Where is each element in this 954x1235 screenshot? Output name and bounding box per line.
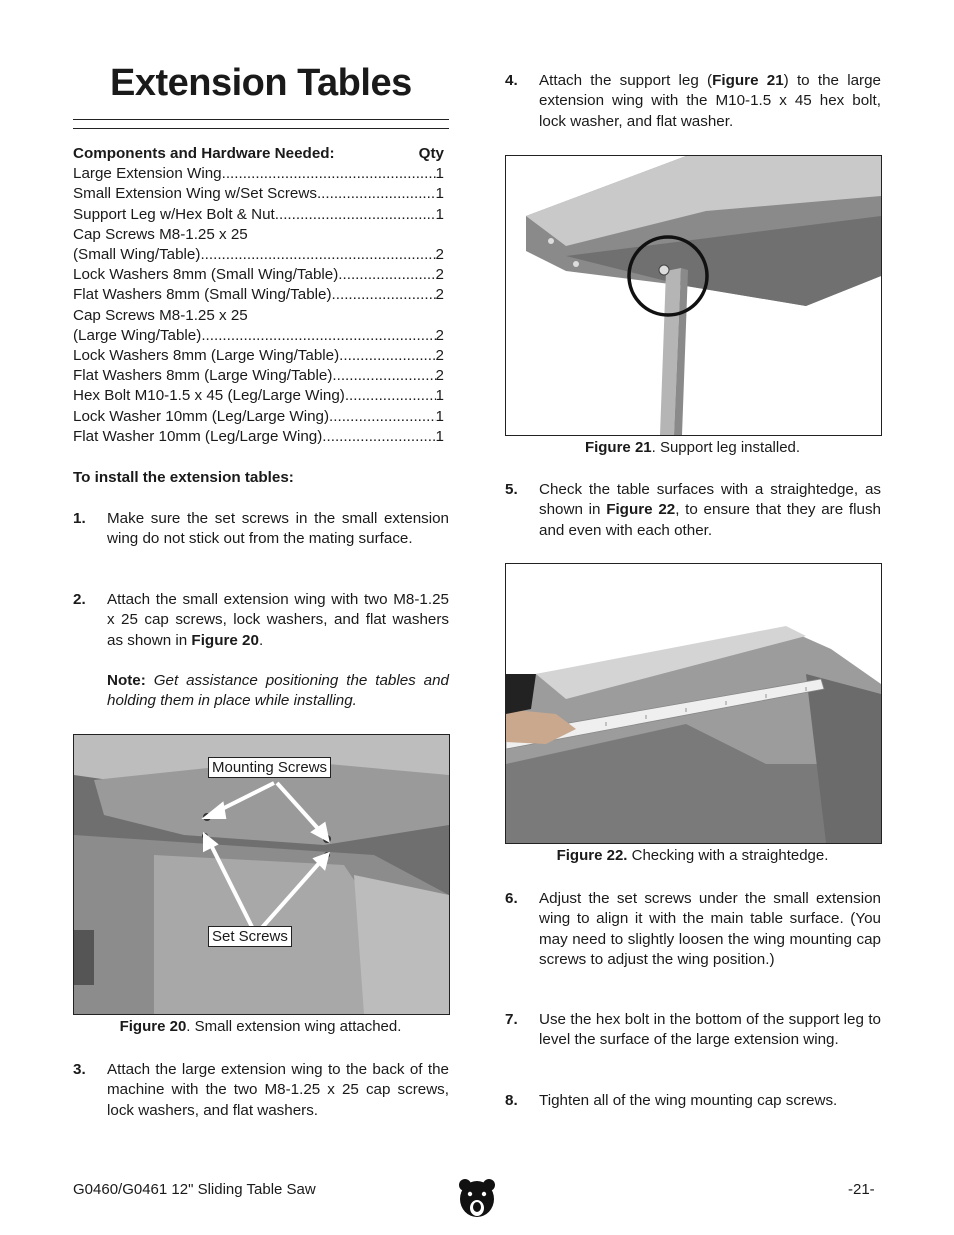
component-label: Flat Washers 8mm (Large Wing/Table)	[73, 367, 333, 385]
component-row	[73, 225, 444, 245]
leader-dots	[275, 205, 436, 225]
note-label: Note:	[107, 672, 146, 689]
component-label: Small Extension Wing w/Set Screws	[73, 185, 317, 203]
component-qty: 1	[435, 185, 444, 203]
note-text: Get assistance positioning the tables and holding them in place while installing.	[107, 672, 449, 710]
component-qty: 2	[435, 286, 444, 304]
step-text-part: Check the table surfaces with a straightedge, as shown in	[539, 481, 881, 519]
leader-dots	[317, 184, 436, 204]
component-row	[73, 285, 444, 305]
step-text	[107, 590, 449, 651]
note	[107, 671, 449, 712]
component-qty: 1	[435, 205, 444, 223]
caption-text: Checking with a straightedge.	[627, 847, 829, 864]
step-number: 3.	[73, 1061, 86, 1078]
figure-20-image	[73, 734, 450, 1015]
step-number: 2.	[73, 591, 86, 608]
component-row	[73, 265, 444, 285]
leader-dots	[201, 326, 435, 346]
component-row	[73, 386, 444, 406]
component-row	[73, 245, 444, 265]
component-row	[73, 326, 444, 346]
page-number: -21-	[848, 1181, 875, 1198]
leader-dots	[332, 285, 436, 305]
component-qty: 2	[435, 246, 444, 264]
step-number: 1.	[73, 510, 86, 527]
component-qty: 1	[435, 407, 444, 425]
step-text-part: Attach the small extension wing with two M8-1.25 x 25 cap screws, lock washers, and flat washers as shown in	[107, 591, 449, 649]
component-row	[73, 407, 444, 427]
step-6	[505, 889, 881, 970]
step-text	[539, 71, 881, 132]
step-number: 6.	[505, 890, 518, 907]
leader-dots	[329, 407, 436, 427]
component-row	[73, 306, 444, 326]
step-number: 4.	[505, 72, 518, 89]
bear-logo-icon	[457, 1177, 497, 1223]
step-3	[73, 1060, 449, 1121]
component-qty: 1	[435, 165, 444, 183]
step-number: 7.	[505, 1011, 518, 1028]
leader-dots	[222, 164, 436, 184]
figure-ref: Figure 22	[606, 501, 676, 519]
figure-22-photo	[506, 564, 881, 843]
component-label: Lock Washer 10mm (Leg/Large Wing)	[73, 407, 330, 425]
figure-21-caption	[505, 439, 880, 456]
step-text-part: Attach the support leg (	[539, 72, 713, 89]
step-text: Tighten all of the wing mounting cap screws.	[539, 1092, 838, 1109]
step-text-part: .	[258, 631, 264, 649]
leader-dots	[345, 386, 436, 406]
page-title: Extension Tables	[110, 62, 412, 104]
step-text-part: ) to the large extension wing with the M10-1.5 x 45 hex bolt, lock washer, and flat washer.	[539, 72, 881, 130]
footer-model: G0460/G0461 12" Sliding Table Saw	[73, 1181, 316, 1198]
component-label: (Large Wing/Table)	[73, 326, 202, 344]
component-qty: 2	[435, 266, 444, 284]
component-label: Support Leg w/Hex Bolt & Nut	[73, 205, 275, 223]
component-label: Cap Screws M8-1.25 x 25	[73, 225, 248, 243]
leader-dots	[338, 265, 435, 285]
step-text: Attach the large extension wing to the back of the machine with the two M8-1.25 x 25 cap screws, lock washers, and flat washers.	[107, 1061, 449, 1119]
figure-label: Figure 22.	[556, 847, 628, 864]
figure-label: Figure 20	[119, 1018, 187, 1035]
component-label: Large Extension Wing	[73, 165, 222, 183]
components-header	[73, 144, 444, 164]
leader-dots	[322, 427, 435, 447]
figure-ref: Figure 20	[191, 631, 259, 649]
leader-dots	[200, 245, 435, 265]
leader-dots	[332, 366, 435, 386]
figure-ref: Figure 21	[712, 72, 784, 89]
components-heading: Components and Hardware Needed:	[73, 145, 335, 162]
component-row	[73, 184, 444, 204]
component-label: (Small Wing/Table)	[73, 246, 201, 264]
step-1	[73, 509, 449, 550]
component-qty: 2	[435, 326, 444, 344]
component-label: Lock Washers 8mm (Small Wing/Table)	[73, 266, 339, 284]
title-rule-top	[73, 119, 449, 120]
component-label: Flat Washers 8mm (Small Wing/Table)	[73, 286, 332, 304]
step-7	[505, 1010, 881, 1051]
step-text: Adjust the set screws under the small extension wing to align it with the main table surface. (You may need to slightly loosen the wing mounting cap screws to adjust the wing position.)	[539, 890, 881, 968]
step-5	[505, 480, 881, 541]
component-qty: 2	[435, 347, 444, 365]
component-qty: 2	[435, 367, 444, 385]
leader-dots	[339, 346, 435, 366]
component-label: Hex Bolt M10-1.5 x 45 (Leg/Large Wing)	[73, 387, 345, 405]
step-2	[73, 590, 449, 651]
component-label: Cap Screws M8-1.25 x 25	[73, 306, 248, 324]
step-number: 8.	[505, 1092, 518, 1109]
component-label: Flat Washer 10mm (Leg/Large Wing)	[73, 427, 323, 445]
components-rows	[73, 164, 444, 447]
step-8	[505, 1091, 881, 1111]
qty-heading: Qty	[418, 145, 444, 162]
caption-text: . Support leg installed.	[651, 439, 801, 456]
figure-21-image	[505, 155, 882, 436]
figure-22-image	[505, 563, 882, 844]
component-row	[73, 366, 444, 386]
install-heading: To install the extension tables:	[73, 469, 294, 486]
component-qty: 1	[435, 427, 444, 445]
step-4	[505, 71, 881, 132]
step-text-part: , to ensure that they are flush and even with each other.	[539, 501, 881, 539]
step-text: Use the hex bolt in the bottom of the support leg to level the surface of the large extension wing.	[539, 1011, 881, 1049]
component-label: Lock Washers 8mm (Large Wing/Table)	[73, 347, 340, 365]
step-text	[539, 480, 881, 541]
component-row	[73, 427, 444, 447]
components-list	[73, 144, 444, 447]
title-rule-bottom	[73, 128, 449, 129]
figure-20-caption	[73, 1018, 448, 1035]
figure-22-caption	[505, 847, 880, 864]
caption-text: . Small extension wing attached.	[186, 1018, 402, 1035]
component-row	[73, 205, 444, 225]
step-number: 5.	[505, 481, 518, 498]
callout-mounting-screws: Mounting Screws	[208, 757, 331, 778]
component-row	[73, 346, 444, 366]
step-text: Make sure the set screws in the small extension wing do not stick out from the mating surface.	[107, 510, 449, 548]
figure-label: Figure 21	[584, 439, 652, 456]
component-row	[73, 164, 444, 184]
callout-set-screws: Set Screws	[208, 926, 292, 947]
figure-21-photo	[506, 156, 881, 435]
component-qty: 1	[435, 387, 444, 405]
